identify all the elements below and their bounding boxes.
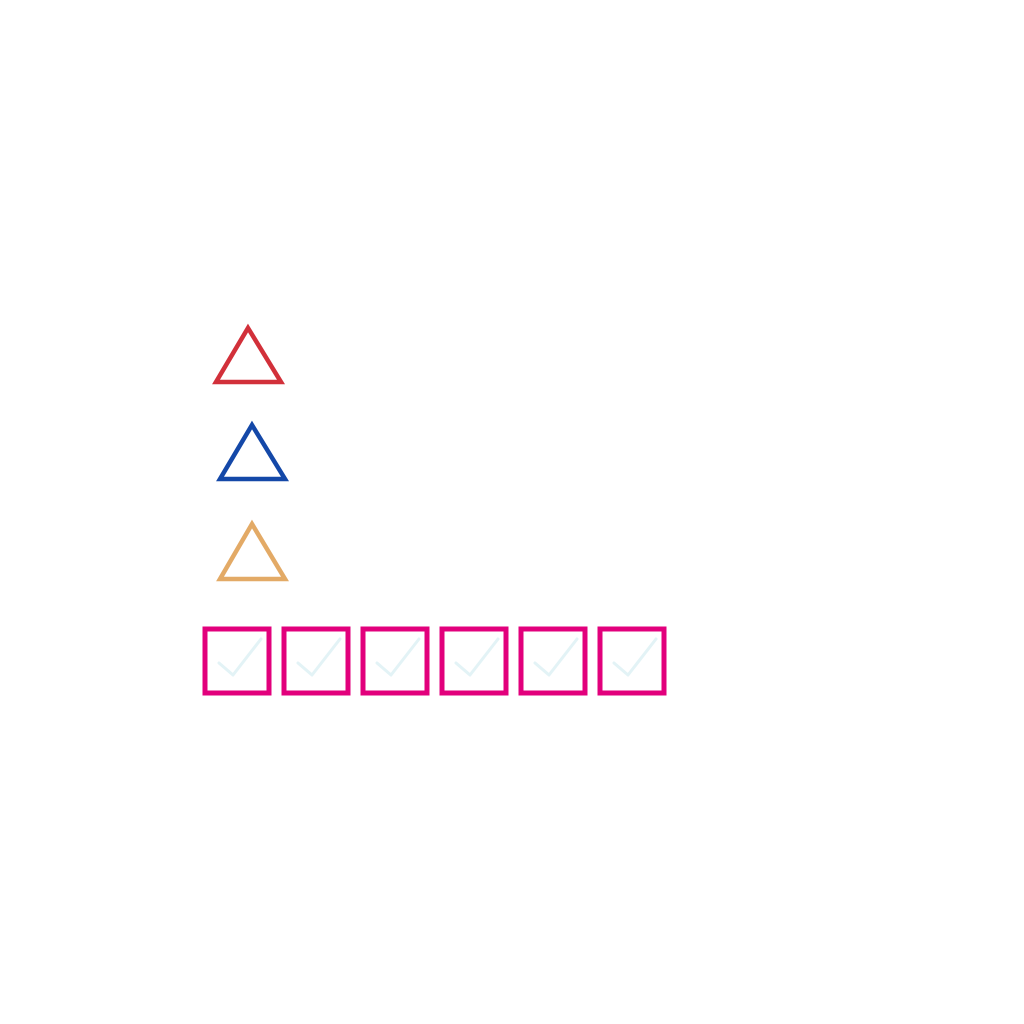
checkbox-frame [442, 629, 506, 693]
checkbox-frame [521, 629, 585, 693]
checkbox-4[interactable] [442, 629, 506, 693]
red-triangle-icon [216, 328, 281, 382]
checkbox-6[interactable] [600, 629, 664, 693]
checkbox-frame [600, 629, 664, 693]
checkbox-1[interactable] [205, 629, 269, 693]
checkmark-icon [219, 639, 261, 675]
checkmark-icon [456, 639, 498, 675]
checkbox-row [205, 629, 664, 693]
checkmark-icon [298, 639, 340, 675]
blue-triangle-icon [220, 425, 285, 479]
checkbox-frame [363, 629, 427, 693]
checkbox-2[interactable] [284, 629, 348, 693]
checkmark-icon [377, 639, 419, 675]
checkmark-icon [614, 639, 656, 675]
tan-triangle-icon [220, 524, 285, 579]
checkbox-3[interactable] [363, 629, 427, 693]
checkmark-icon [535, 639, 577, 675]
checkbox-frame [205, 629, 269, 693]
checkbox-5[interactable] [521, 629, 585, 693]
checkbox-frame [284, 629, 348, 693]
